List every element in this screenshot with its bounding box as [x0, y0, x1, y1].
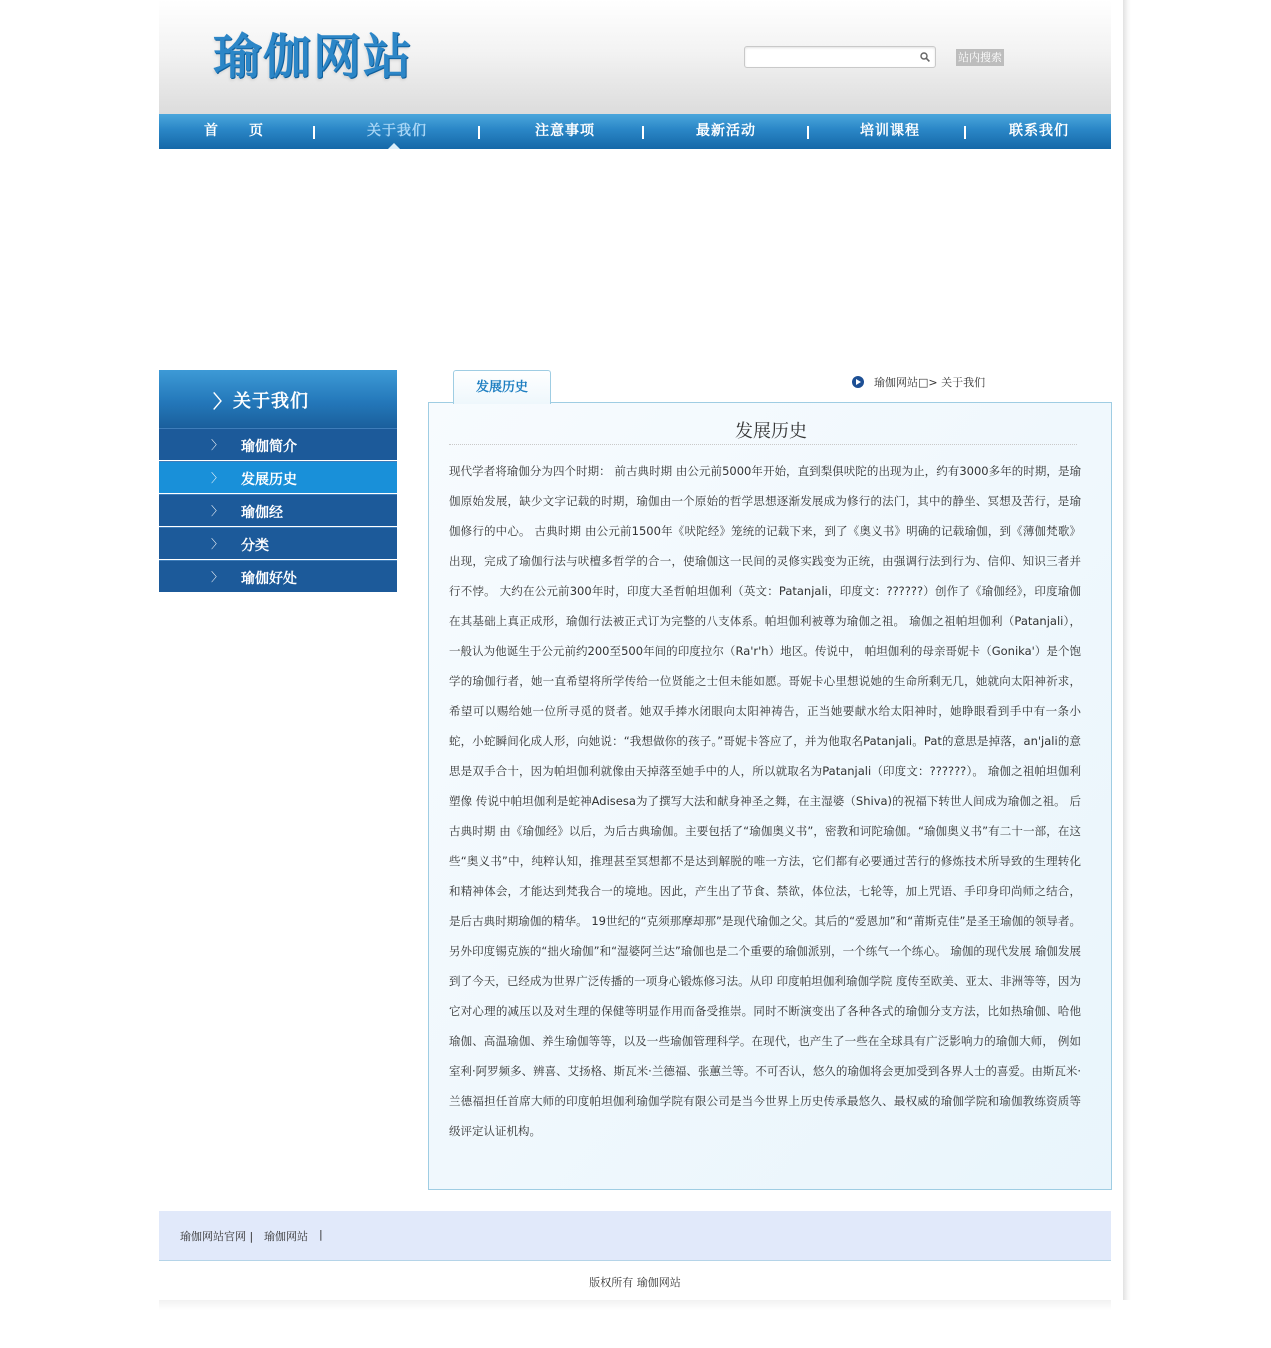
- nav-item-contact[interactable]: 联系我们: [1009, 123, 1069, 139]
- footer-links: [159, 1211, 1111, 1261]
- chevron-right-icon: 〉: [211, 537, 224, 551]
- search-box[interactable]: [744, 46, 936, 68]
- page-shadow-right: [1123, 0, 1131, 1300]
- sidebar-item-intro[interactable]: [159, 428, 397, 460]
- arrow-circle-icon: [852, 376, 864, 388]
- sidebar-item-label: 瑜伽好处: [241, 571, 297, 587]
- sidebar-header: [159, 370, 397, 428]
- article-panel: [428, 402, 1112, 1190]
- footer-link-official[interactable]: 瑜伽网站官网 |: [180, 1230, 254, 1243]
- copyright: 版权所有 瑜伽网站: [589, 1276, 681, 1289]
- footer-separator: |: [319, 1228, 323, 1241]
- nav-separator: [313, 126, 315, 139]
- nav-separator: [807, 126, 809, 139]
- article-title: 发展历史: [735, 421, 807, 442]
- nav-separator: [964, 126, 966, 139]
- chevron-right-icon: 〉: [213, 392, 231, 413]
- chevron-right-icon: 〉: [211, 438, 224, 452]
- chevron-right-icon: 〉: [211, 504, 224, 518]
- breadcrumb[interactable]: 瑜伽网站□> 关于我们: [874, 376, 986, 389]
- site-search-button[interactable]: 站内搜索: [958, 51, 1002, 64]
- nav-item-home[interactable]: 首 页: [204, 123, 264, 139]
- nav-item-about[interactable]: 关于我们: [367, 123, 427, 139]
- sidebar-item-label: 瑜伽简介: [241, 439, 297, 455]
- tab-history[interactable]: 发展历史: [453, 370, 551, 404]
- title-divider: [449, 444, 1077, 445]
- nav-item-courses[interactable]: 培训课程: [860, 123, 920, 139]
- site-logo[interactable]: 瑜伽网站: [213, 29, 414, 85]
- nav-separator: [478, 126, 480, 139]
- main-nav: [159, 114, 1111, 149]
- sidebar-item-sutra[interactable]: [159, 494, 397, 526]
- article-body: 现代学者将瑜伽分为四个时期： 前古典时期 由公元前5000年开始，直到梨俱吠陀的出现为止，约有3000多年的时期，是瑜伽原始发展，缺少文字记载的时期，瑜伽由一个原始的哲学思想逐渐发展成为修行的法门，其中的静坐、冥想及苦行，是瑜伽修行的中心。 古典时期 由公元前1500年《吠陀经》笼统的记载下来，到了《奥义书》明确的记载瑜伽，到《薄伽梵歌》出现，完成了瑜伽行法与吠檀多哲学的合一，使瑜伽这一民间的灵修实践变为正统，由强调行法到行为、信仰、知识三者并行不悖。 大约在公元前300年时，印度大圣哲帕坦伽利（英文：Patanjali，印度文：??????）创作了《瑜伽经》，印度瑜伽在其基础上真正成形，瑜伽行法被正式订为完整的八支体系。帕坦伽利被尊为瑜伽之祖。 瑜伽之祖帕坦伽利（Patanjali），一般认为他诞生于公元前约200至500年间的印度拉尔（Ra'r'h）地区。传说中， 帕坦伽利的母亲哥妮卡（Gonika'）是个饱学的瑜伽行者，她一直希望将所学传给一位贤能之士但未能如愿。哥妮卡心里想说她的生命所剩无几，她就向太阳神祈求，希望可以赐给她一位所寻觅的贤者。她双手捧水闭眼向太阳神祷告，正当她要献水给太阳神时，她睁眼看到手中有一条小蛇，小蛇瞬间化成人形，向她说：“我想做你的孩子。”哥妮卡答应了，并为他取名Patanjali。Pat的意思是掉落，an'jali的意思是双手合十，因为帕坦伽利就像由天掉落至她手中的人，所以就取名为Patanjali（印度文：??????）。 瑜伽之祖帕坦伽利塑像 传说中帕坦伽利是蛇神Adisesa为了撰写大法和献身神圣之舞，在主湿婆（Shiva)的祝福下转世人间成为瑜伽之祖。 后古典时期 由《瑜伽经》以后，为后古典瑜伽。主要包括了“瑜伽奥义书”，密教和诃陀瑜伽。“瑜伽奥义书”有二十一部，在这些“奥义书”中，纯粹认知，推理甚至冥想都不是达到解脱的唯一方法，它们都有必要通过苦行的修炼技术所导致的生理转化和精神体会，才能达到梵我合一的境地。因此，产生出了节食、禁欲，体位法，七轮等，加上咒语、手印身印尚师之结合，是后古典时期瑜伽的精华。 19世纪的“克须那摩却那”是现代瑜伽之父。其后的“爱恩加”和“莆斯克佳”是圣王瑜伽的领导者。另外印度锡克族的“拙火瑜伽”和“湿婆阿兰达”瑜伽也是二个重要的瑜伽派别，一个练气一个练心。 瑜伽的现代发展 瑜伽发展到了今天，已经成为世界广泛传播的一项身心锻炼修习法。从印 印度帕坦伽利瑜伽学院 度传至欧美、亚太、非洲等等，因为它对心理的减压以及对生理的保健等明显作用而备受推崇。同时不断演变出了各种各式的瑜伽分支方法，比如热瑜伽、哈他瑜伽、高温瑜伽、养生瑜伽等等，以及一些瑜伽管理科学。在现代，也产生了一些在全球具有广泛影响力的瑜伽大师， 例如室利·阿罗频多、辨喜、艾扬格、斯瓦米·兰德福、张蕙兰等。不可否认，悠久的瑜伽将会更加受到各界人士的喜爱。由斯瓦米·兰德福担任首席大师的印度帕坦伽利瑜伽学院有限公司是当今世界上历史传承最悠久、最权威的瑜伽学院和瑜伽教练资质等级评定认证机构。: [449, 464, 1081, 1138]
- sidebar-title: 关于我们: [233, 391, 309, 412]
- nav-item-events[interactable]: 最新活动: [696, 123, 756, 139]
- sidebar-item-categories[interactable]: [159, 527, 397, 559]
- search-input[interactable]: [749, 49, 913, 65]
- nav-active-caret: [388, 143, 400, 149]
- nav-separator: [642, 126, 644, 139]
- sidebar-item-label: 瑜伽经: [241, 505, 283, 521]
- page-container: [159, 0, 1111, 1300]
- search-icon[interactable]: [920, 52, 930, 62]
- site-header: [159, 0, 1111, 114]
- footer-link-site[interactable]: 瑜伽网站: [264, 1230, 308, 1243]
- sidebar-item-label: 分类: [241, 538, 269, 554]
- chevron-right-icon: 〉: [211, 570, 224, 584]
- chevron-right-icon: 〉: [211, 471, 224, 485]
- sidebar-item-benefits[interactable]: [159, 560, 397, 592]
- sidebar-item-label: 发展历史: [241, 472, 297, 488]
- nav-item-notes[interactable]: 注意事项: [535, 123, 595, 139]
- sidebar-item-history[interactable]: [159, 461, 397, 493]
